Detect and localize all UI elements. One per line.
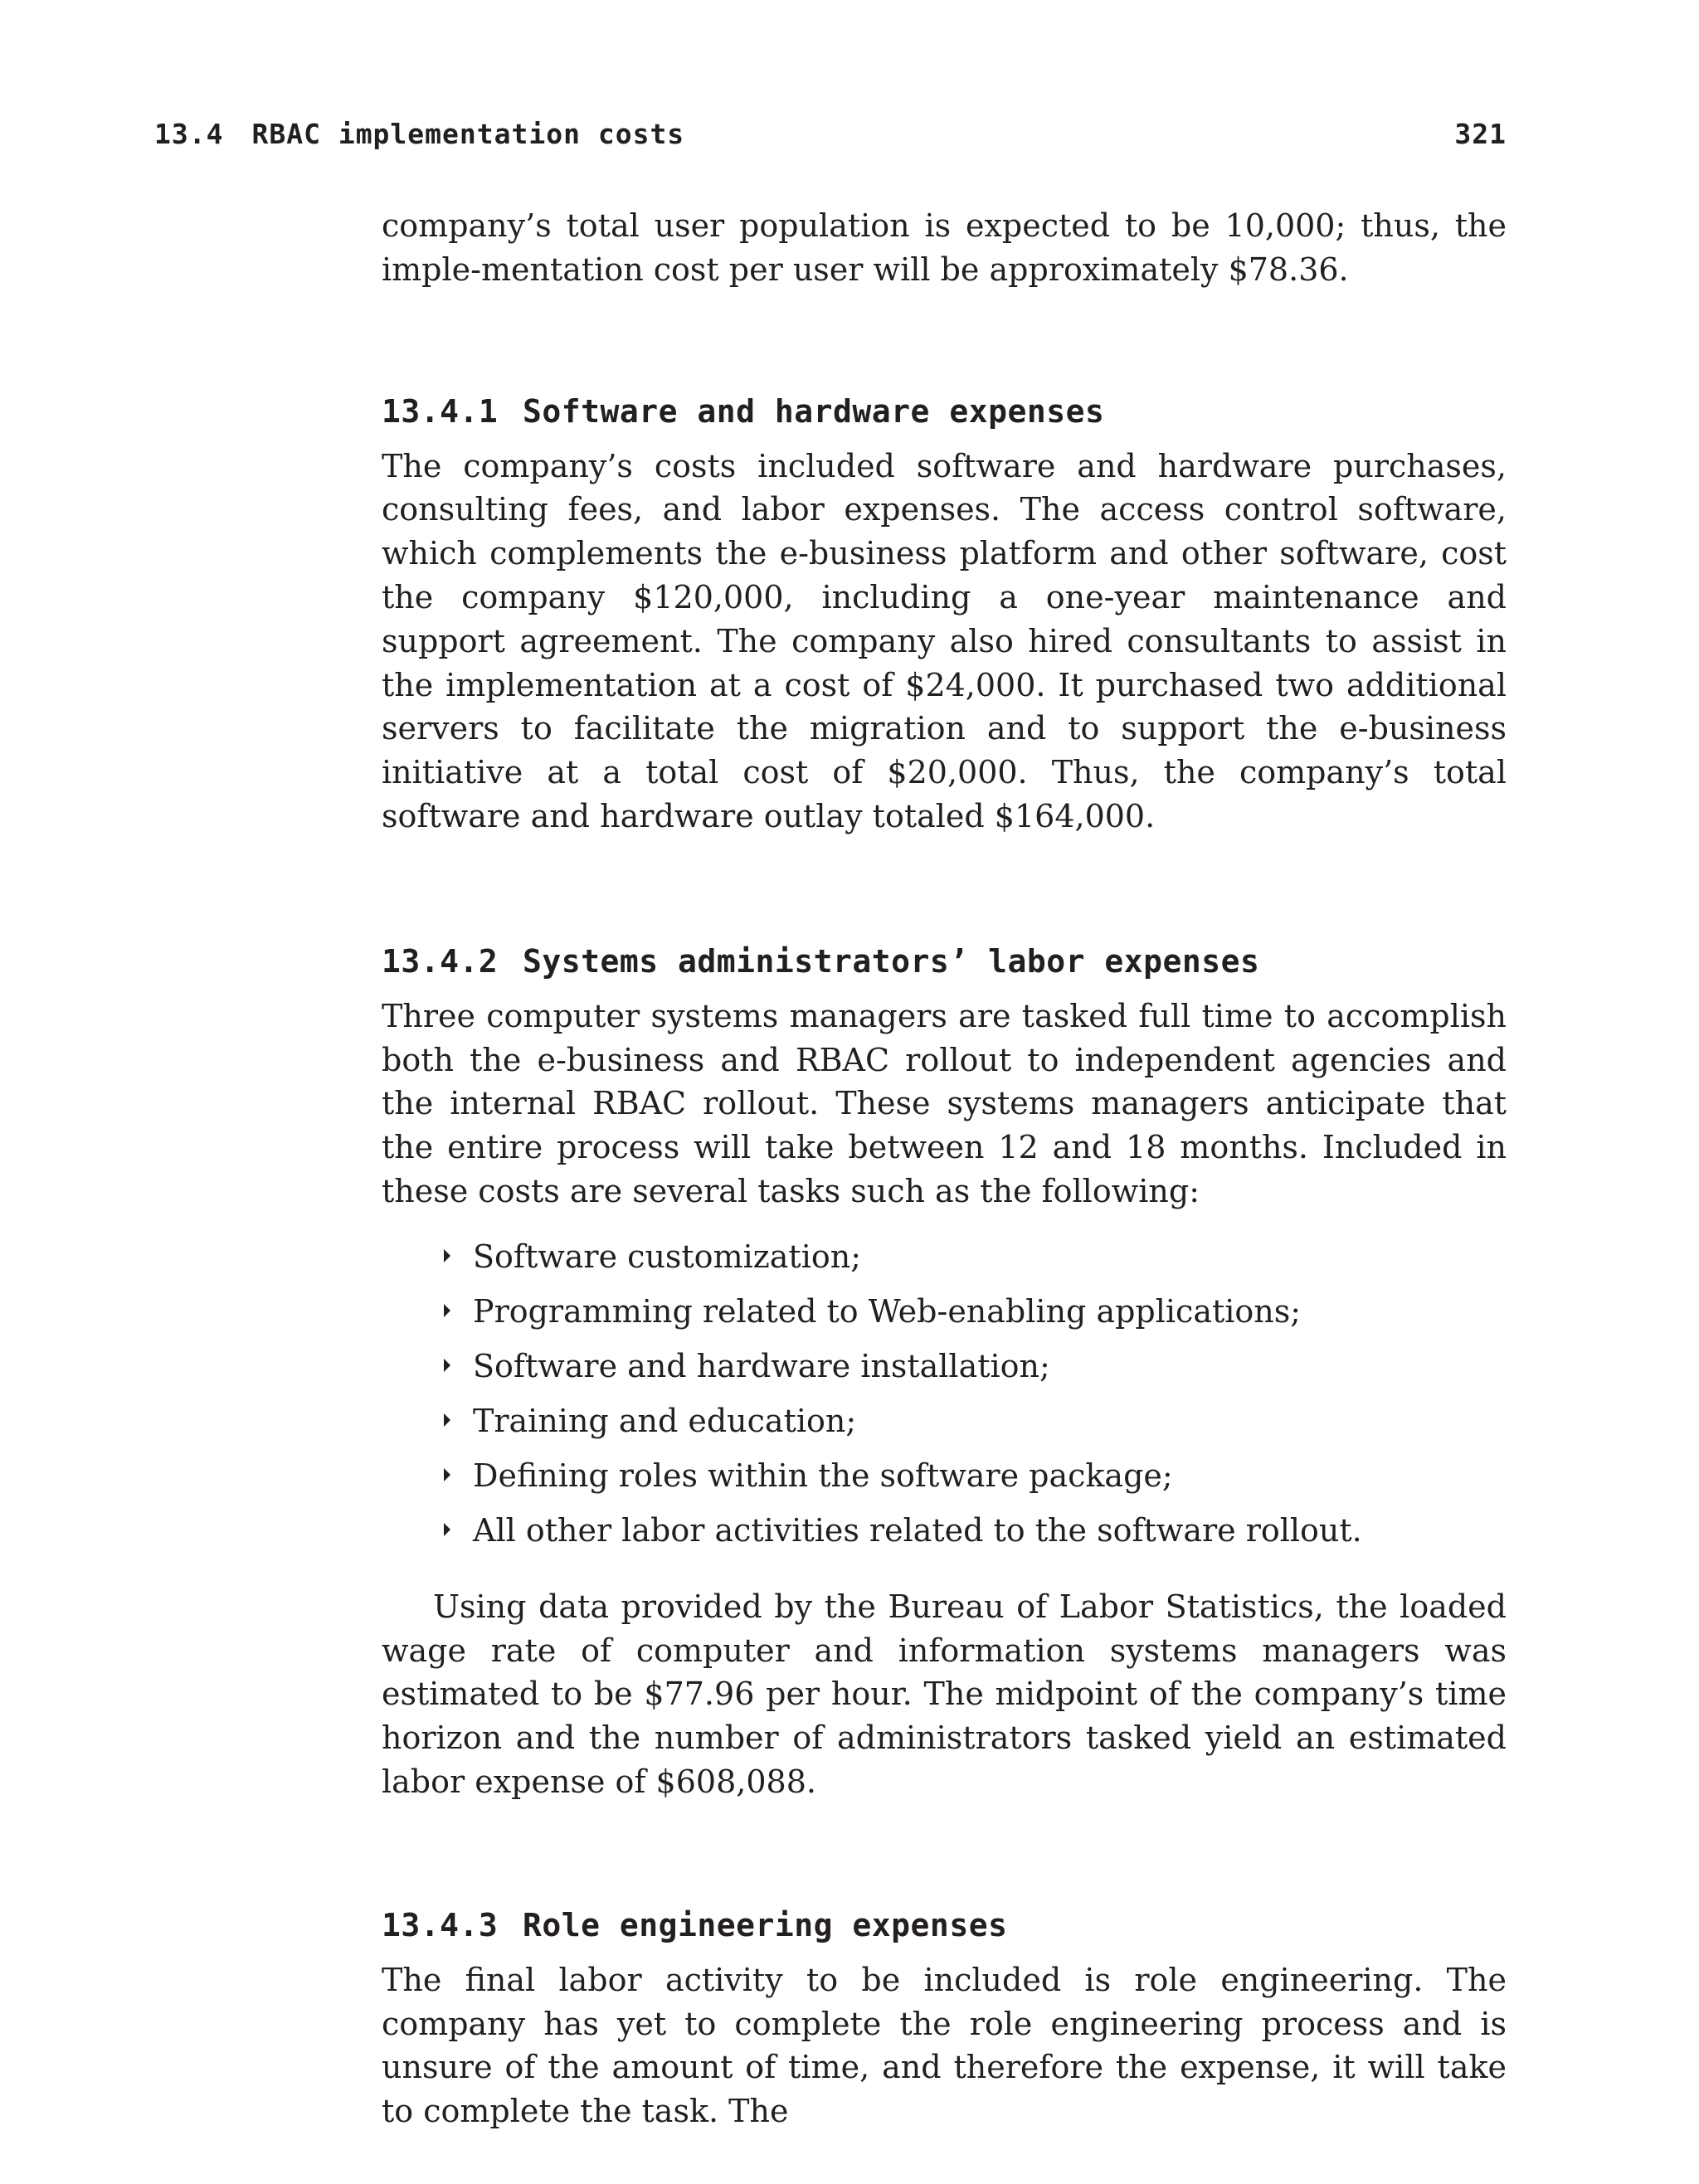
list-item (473, 1345, 1507, 1388)
section-number: 13.4.1 (382, 392, 499, 430)
list-item-text: Software and hardware installation; (473, 1347, 1050, 1384)
section-title: Systems administrators’ labor expenses (523, 942, 1260, 980)
bullet-icon (440, 1509, 458, 1552)
list-item-text: Programming related to Web-enabling applications; (473, 1292, 1302, 1330)
list-item (473, 1235, 1507, 1278)
paragraph-systems-managers: Three computer systems managers are tasked full time to accomplish both the e-business and RBAC rollout to independent agencies and the internal RBAC rollout. These systems managers anticipate that the entire process will take between 12 and 18 months. Included in these costs are several tasks such as the following: (382, 997, 1507, 1209)
section-heading-13-4-1 (382, 390, 1507, 433)
section-heading-13-4-2 (382, 940, 1507, 983)
intro-paragraph: company’s total user population is expected to be 10,000; thus, the imple-mentation cost per user will be approximately $78.36. (382, 207, 1507, 288)
running-head-section-title: RBAC implementation costs (251, 118, 685, 150)
list-item-text: Training and education; (473, 1402, 857, 1439)
bullet-icon (440, 1345, 458, 1388)
list-item (473, 1290, 1507, 1333)
bullet-icon (440, 1235, 458, 1278)
section-number: 13.4.3 (382, 1906, 499, 1943)
task-bullet-list (382, 1235, 1507, 1552)
paragraph-role-engineering: The final labor activity to be included is role engineering. The company has yet to complete the role engineering process and is unsure of the amount of time, and therefore the expense, it will take to complete the task. The (382, 1961, 1507, 2130)
section-title: Software and hardware expenses (523, 392, 1105, 430)
page-number: 321 (1454, 118, 1507, 150)
list-item (473, 1399, 1507, 1442)
list-item-text: Software customization; (473, 1238, 862, 1275)
paragraph-labor-estimate: Using data provided by the Bureau of Labor Statistics, the loaded wage rate of computer and information systems managers was estimated to be $77.96 per hour. The midpoint of the company’s time horizon and the number of administrators tasked yield an estimated labor expense of $608,088. (382, 1588, 1507, 1800)
page-body (382, 204, 1507, 2133)
section-heading-13-4-3 (382, 1904, 1507, 1947)
list-item-text: Defining roles within the software package; (473, 1457, 1173, 1494)
list-item-text: All other labor activities related to the software rollout. (473, 1511, 1362, 1549)
section-title: Role engineering expenses (523, 1906, 1008, 1943)
list-item (473, 1454, 1507, 1497)
list-item (473, 1509, 1507, 1552)
section-number: 13.4.2 (382, 942, 499, 980)
running-head (154, 118, 1507, 154)
bullet-icon (440, 1290, 458, 1333)
bullet-icon (440, 1399, 458, 1442)
bullet-icon (440, 1454, 458, 1497)
running-head-section (154, 118, 684, 150)
running-head-section-number: 13.4 (154, 118, 224, 150)
paragraph-software-hardware: The company’s costs included software and hardware purchases, consulting fees, and labor expenses. The access control software, which complements the e-business platform and other software, cost the company $120,000, including a one-year maintenance and support agreement. The company also hired consultants to assist in the implementation at a cost of $24,000. It purchased two additional servers to facilitate the migration and to support the e-business initiative at a total cost of $20,000. Thus, the company’s total software and hardware outlay totaled $164,000. (382, 447, 1507, 834)
